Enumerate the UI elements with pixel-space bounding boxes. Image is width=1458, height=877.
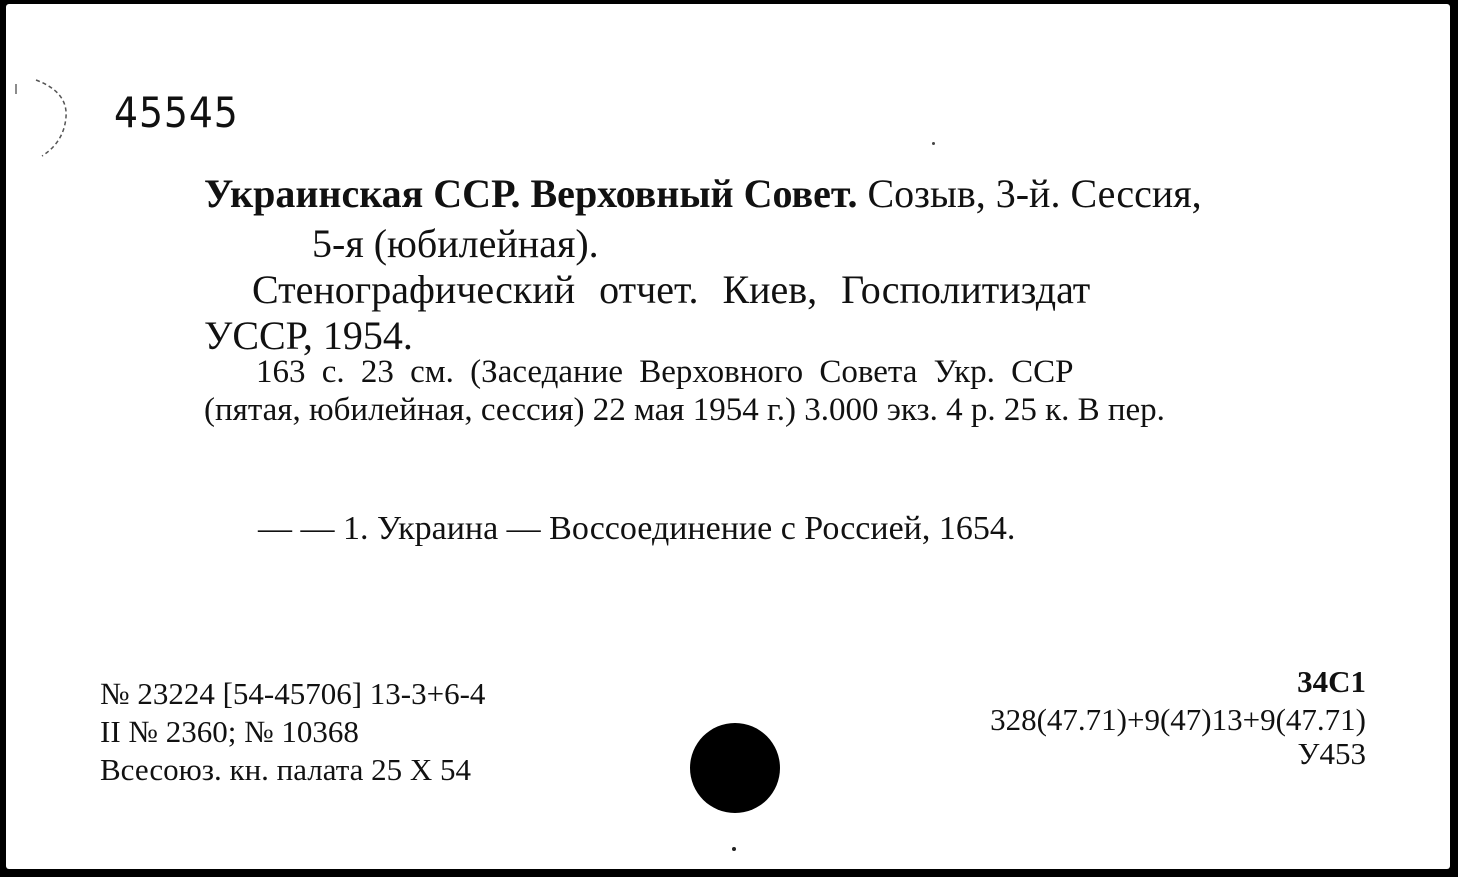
footer-right-1: 34С1	[1297, 664, 1366, 699]
footer-right-2: 328(47.71)+9(47)13+9(47.71)	[990, 702, 1366, 737]
punch-hole	[690, 723, 780, 813]
collation-line-2: (пятая, юбилейная, сессия) 22 мая 1954 г.) 3.000 экз. 4 р. 25 к. В пер.	[204, 392, 1165, 428]
speck	[732, 847, 736, 851]
pencil-mark-icon	[6, 72, 86, 162]
footer-left-1: № 23224 [54-45706] 13-3+6-4	[100, 676, 486, 711]
title-line-1: Стенографический отчет. Киев, Госполитиздат	[252, 267, 1091, 312]
subject-heading: — — 1. Украина — Воссоединение с Россией, 1654.	[258, 510, 1016, 547]
heading-rest: Созыв, 3-й. Сессия,	[867, 171, 1202, 216]
heading-bold: Украинская ССР. Верховный Совет.	[204, 171, 858, 216]
footer-right-3: У453	[1297, 736, 1366, 771]
collation-line-1: 163 с. 23 см. (Заседание Верховного Совета Укр. ССР	[256, 354, 1074, 390]
heading-line	[204, 170, 1202, 217]
speck	[932, 142, 935, 145]
footer-left-2: II № 2360; № 10368	[100, 714, 359, 749]
accession-number: 45545	[114, 88, 239, 137]
catalog-card	[6, 4, 1450, 869]
heading-continuation: 5-я (юбилейная).	[312, 221, 599, 266]
title-line-2: УССР, 1954.	[204, 313, 413, 358]
footer-left-3: Всесоюз. кн. палата 25 X 54	[100, 752, 472, 787]
